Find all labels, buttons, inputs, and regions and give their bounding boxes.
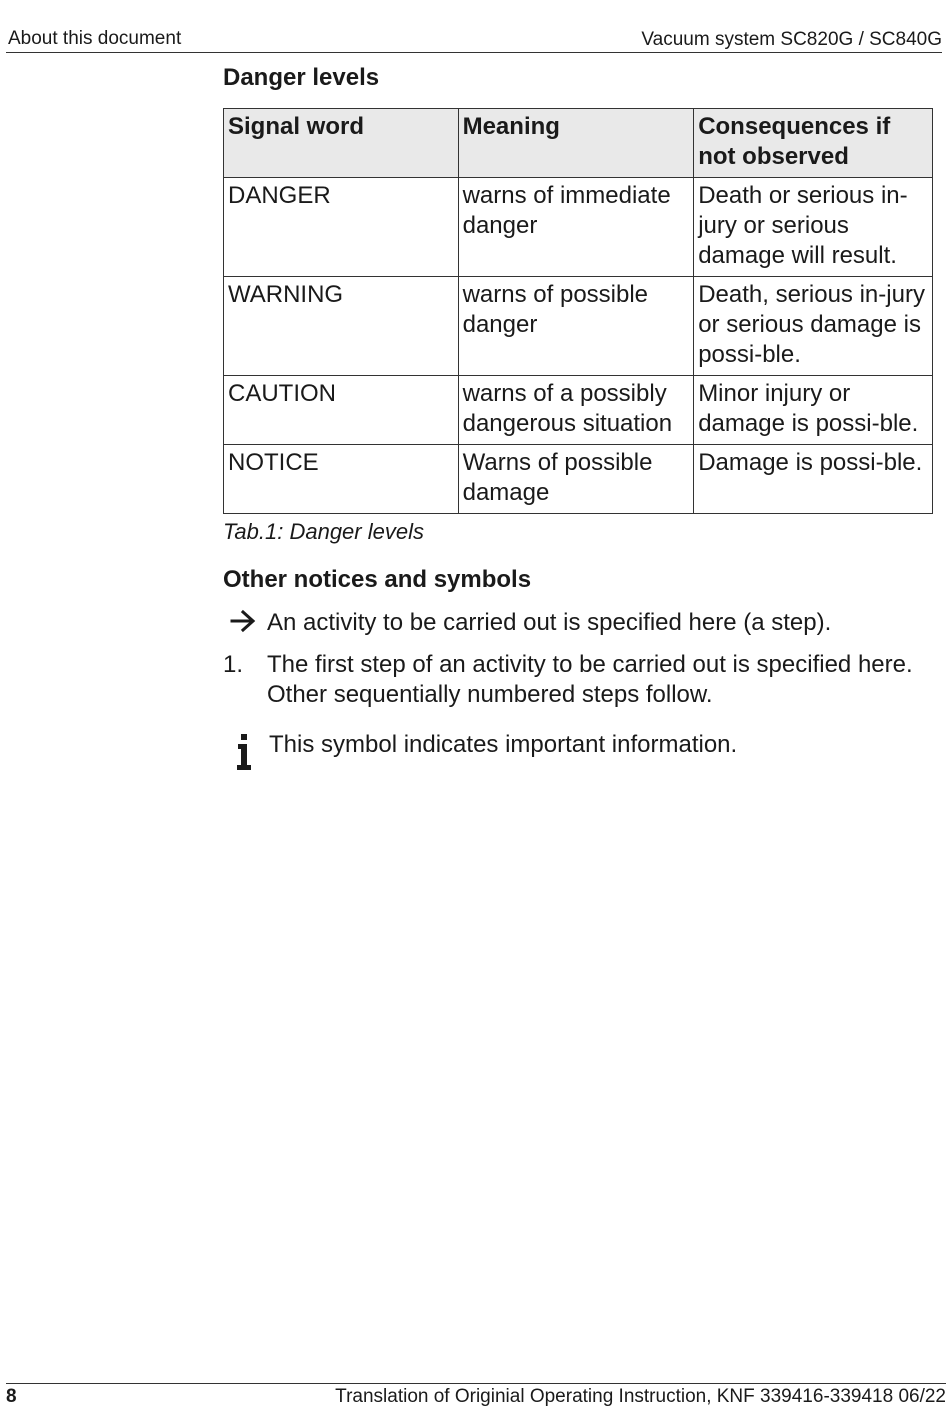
table-caption: Tab.1: Danger levels [223,519,424,544]
signal-word-cell: WARNING [224,277,459,376]
arrow-right-icon [230,608,258,642]
header-section-title: About this document [8,28,182,49]
page-footer [6,1383,946,1406]
info-icon [235,734,253,778]
signal-word-cell: DANGER [224,178,459,277]
consequences-cell: Death or serious in-jury or serious damage will result. [694,178,933,277]
numbered-step-subtext: Other sequentially numbered steps follow. [267,681,713,708]
step-notice [223,608,933,638]
info-text: This symbol indicates important information. [269,731,738,758]
numbered-step [223,650,933,710]
column-header-consequences: Consequences if not observed [694,109,933,178]
numbered-step-text: The first step of an activity to be carried out is specified here. [267,651,913,678]
table-row [224,376,933,445]
page-header [6,26,942,53]
meaning-cell: warns of possible danger [458,277,694,376]
info-notice [223,730,933,760]
consequences-cell: Minor injury or damage is possi-ble. [694,376,933,445]
consequences-cell: Death, serious in-jury or serious damage is possi-ble. [694,277,933,376]
consequences-cell: Damage is possi-ble. [694,445,933,514]
meaning-cell: warns of immediate danger [458,178,694,277]
meaning-cell: Warns of possible damage [458,445,694,514]
table-row [224,178,933,277]
step-text: An activity to be carried out is specified here (a step). [267,609,832,636]
page-number: 8 [6,1386,17,1407]
notices-heading: Other notices and symbols [223,566,532,593]
column-header-signal-word: Signal word [224,109,459,178]
table-row [224,277,933,376]
page-content [223,62,933,760]
step-number: 1. [223,651,244,678]
danger-levels-heading: Danger levels [223,64,380,91]
meaning-cell: warns of a possibly dangerous situation [458,376,694,445]
header-product-name: Vacuum system SC820G / SC840G [641,29,942,50]
table-row [224,445,933,514]
column-header-meaning: Meaning [458,109,694,178]
signal-word-cell: NOTICE [224,445,459,514]
table-header-row [224,109,933,178]
danger-levels-table [223,108,933,514]
signal-word-cell: CAUTION [224,376,459,445]
footer-document-title: Translation of Originial Operating Instruction, KNF 339416-339418 06/22 [335,1386,946,1407]
